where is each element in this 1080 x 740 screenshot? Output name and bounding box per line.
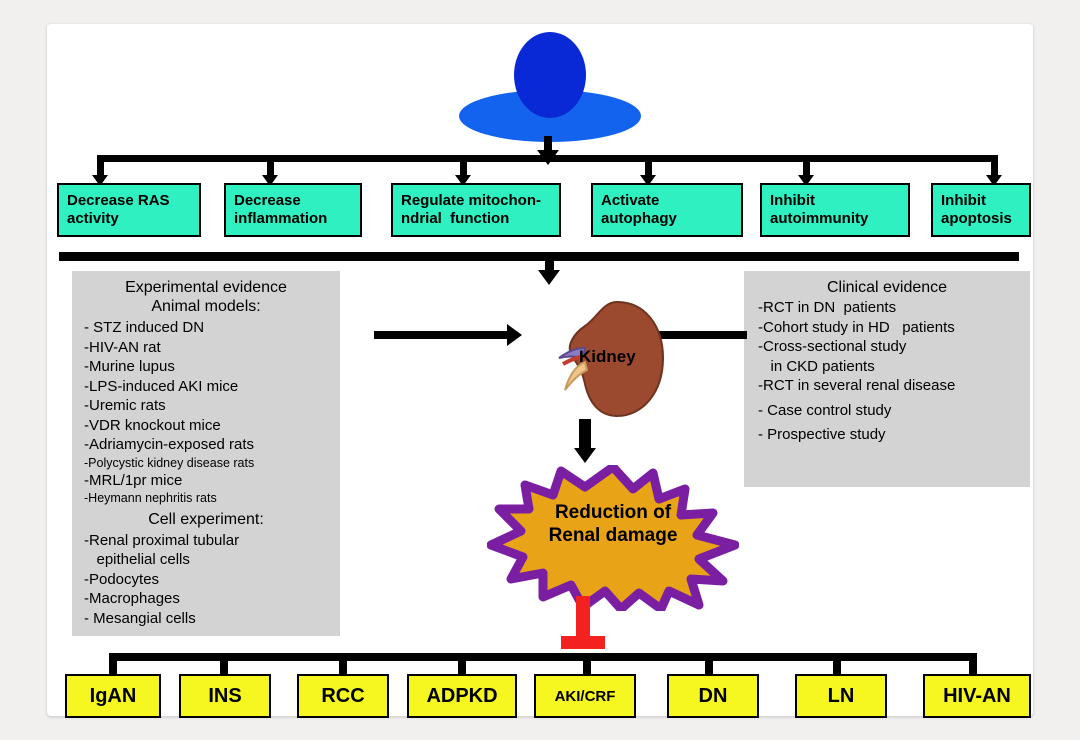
list-item: -Heymann nephritis rats bbox=[84, 491, 217, 506]
list-item: -MRL/1pr mice bbox=[84, 471, 183, 489]
list-item: in CKD patients bbox=[758, 357, 875, 375]
kidney-label: Kidney bbox=[579, 347, 636, 366]
mechanism-box-inhibit-autoimmunity[interactable]: Inhibit autoimmunity bbox=[760, 183, 910, 237]
mechanism-box-activate-autophagy[interactable]: Activate autophagy bbox=[591, 183, 743, 237]
divider-to-kidney-arrow-icon bbox=[538, 270, 560, 285]
mechanism-box-regulate-mitochondrial-function[interactable]: Regulate mitochon- ndrial function bbox=[391, 183, 561, 237]
list-item: -Podocytes bbox=[84, 570, 160, 588]
disease-drop-2 bbox=[220, 653, 228, 674]
figure-canvas bbox=[47, 24, 1033, 716]
mechanism-box-decrease-inflammation[interactable]: Decrease inflammation bbox=[224, 183, 362, 237]
mechanism-box-decrease-ras[interactable]: Decrease RAS activity bbox=[57, 183, 201, 237]
disease-box-aki-crf[interactable]: AKI/CRF bbox=[534, 674, 636, 718]
experimental-to-kidney-arrow-icon bbox=[507, 324, 522, 346]
outcome-text bbox=[513, 502, 713, 548]
disease-drop-5 bbox=[583, 653, 591, 674]
outcome-line-2: Renal damage bbox=[548, 524, 678, 546]
list-item: -Adriamycin-exposed rats bbox=[84, 436, 255, 453]
vitamin-d-sphere-icon bbox=[514, 32, 586, 118]
section-divider bbox=[59, 252, 1019, 261]
list-item: -Renal proximal tubular bbox=[84, 531, 240, 549]
animal-models-subheading: Animal models: bbox=[151, 298, 261, 315]
list-item: -LPS-induced AKI mice bbox=[84, 377, 239, 395]
experimental-evidence-panel bbox=[72, 271, 340, 636]
outcome-line-1: Reduction of bbox=[554, 502, 672, 523]
list-item: -Cross-sectional study bbox=[758, 338, 907, 355]
disease-box-hiv-an[interactable]: HIV-AN bbox=[923, 674, 1031, 718]
disease-drop-1 bbox=[109, 653, 117, 674]
mechanism-bus-line bbox=[97, 155, 998, 162]
disease-drop-6 bbox=[705, 653, 713, 674]
disease-box-dn[interactable]: DN bbox=[667, 674, 759, 718]
list-item: -Cohort study in HD patients bbox=[758, 318, 955, 336]
disease-box-adpkd[interactable]: ADPKD bbox=[407, 674, 517, 718]
animal-models-list bbox=[78, 318, 334, 507]
disease-bus-line bbox=[109, 653, 977, 661]
list-item: - Prospective study bbox=[758, 426, 886, 443]
list-item: -Macrophages bbox=[84, 590, 180, 607]
mechanism-box-inhibit-apoptosis[interactable]: Inhibit apoptosis bbox=[931, 183, 1031, 237]
list-item: - Case control study bbox=[758, 401, 892, 419]
clinical-evidence-list bbox=[750, 298, 1024, 445]
inhibit-symbol-stem bbox=[576, 596, 590, 638]
clinical-evidence-heading: Clinical evidence bbox=[826, 279, 948, 296]
disease-drop-8 bbox=[969, 653, 977, 674]
disease-drop-7 bbox=[833, 653, 841, 674]
experimental-to-kidney-line bbox=[374, 331, 509, 339]
clinical-evidence-panel bbox=[744, 271, 1030, 487]
list-item: -HIV-AN rat bbox=[84, 338, 161, 356]
list-item: epithelial cells bbox=[84, 551, 190, 568]
list-item: -VDR knockout mice bbox=[84, 416, 221, 434]
disease-box-igan[interactable]: IgAN bbox=[65, 674, 161, 718]
kidney-to-outcome-arrow-icon bbox=[574, 448, 596, 463]
list-item: -RCT in DN patients bbox=[758, 299, 897, 316]
inhibit-symbol-cap bbox=[561, 636, 605, 649]
disease-box-ins[interactable]: INS bbox=[179, 674, 271, 718]
list-item: -RCT in several renal disease bbox=[758, 377, 956, 394]
cell-experiment-subheading: Cell experiment: bbox=[148, 510, 264, 528]
list-item: - STZ induced DN bbox=[84, 319, 205, 336]
list-item: - Mesangial cells bbox=[84, 609, 196, 627]
disease-box-ln[interactable]: LN bbox=[795, 674, 887, 718]
list-item: -Murine lupus bbox=[84, 358, 175, 375]
experimental-evidence-heading: Experimental evidence bbox=[125, 279, 287, 296]
list-item: -Polycystic kidney disease rats bbox=[84, 455, 255, 470]
disease-drop-4 bbox=[458, 653, 466, 674]
disease-drop-3 bbox=[339, 653, 347, 674]
cell-experiment-list bbox=[78, 531, 334, 629]
list-item: -Uremic rats bbox=[84, 397, 166, 414]
disease-box-rcc[interactable]: RCC bbox=[297, 674, 389, 718]
